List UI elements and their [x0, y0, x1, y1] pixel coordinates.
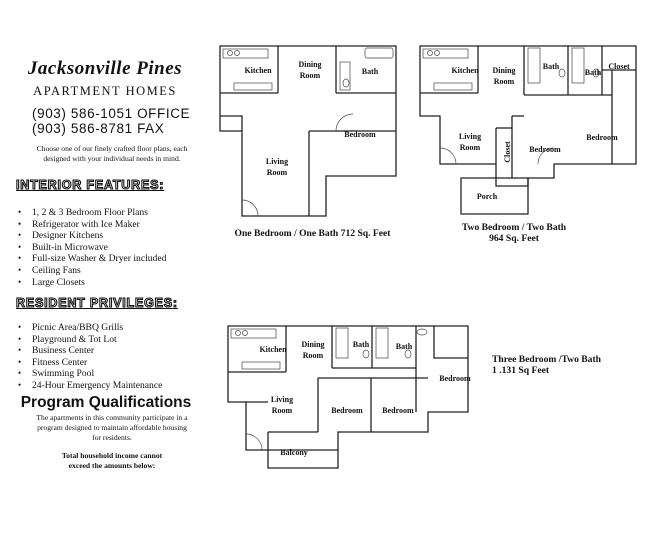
room-label-bath: Bath — [395, 342, 413, 351]
room-label-living: Living — [458, 132, 482, 141]
room-label-bedroom: Bedroom — [331, 406, 363, 415]
program-text — [14, 413, 210, 443]
room-label-dining: Room — [299, 71, 321, 80]
income-line: Total household income cannot — [61, 451, 163, 460]
program-line: for residents. — [92, 433, 132, 442]
three-bedroom-caption — [492, 354, 642, 376]
room-label-porch: Porch — [476, 192, 498, 201]
two-bedroom-floor-plan — [410, 38, 646, 216]
list-item: • Built-in Microwave — [18, 242, 166, 254]
list-item: • Business Center — [18, 345, 162, 357]
program-line: program designed to maintain affordable housing — [37, 423, 187, 432]
list-item: • Refrigerator with Ice Maker — [18, 219, 166, 231]
list-item: • Large Closets — [18, 277, 166, 289]
room-label-dining: Dining — [298, 60, 322, 69]
resident-privileges-list — [18, 322, 162, 392]
room-label-kitchen: Kitchen — [244, 66, 272, 75]
list-item: • 1, 2 & 3 Bedroom Floor Plans — [18, 207, 166, 219]
room-label-living: Room — [271, 406, 293, 415]
caption-line: 1 .131 Sq Feet — [492, 365, 550, 376]
caption-line: Three Bedroom /Two Bath — [492, 354, 601, 365]
room-label-bath: Bath — [352, 340, 370, 349]
program-line: The apartments in this community participate in a — [36, 413, 188, 422]
list-item: • Picnic Area/BBQ Grills — [18, 322, 162, 334]
list-item: • Swimming Pool — [18, 368, 162, 380]
room-label-bedroom: Bedroom — [529, 145, 561, 154]
room-label-kitchen: Kitchen — [451, 66, 479, 75]
room-label-living: Room — [459, 143, 481, 152]
room-label-closet: Closet — [503, 141, 512, 163]
room-label-bath: Bath — [361, 67, 379, 76]
intro-text — [12, 144, 212, 164]
list-item: • Playground & Tot Lot — [18, 334, 162, 346]
room-label-dining: Room — [493, 77, 515, 86]
list-item: • 24-Hour Emergency Maintenance — [18, 380, 162, 392]
interior-features-heading: INTERIOR FEATURES: — [16, 178, 165, 192]
room-label-bath: Bath — [584, 68, 602, 77]
room-label-dining: Dining — [492, 66, 516, 75]
room-label-bedroom: Bedroom — [344, 130, 376, 139]
room-label-bath: Bath — [542, 62, 560, 71]
one-bedroom-caption: One Bedroom / One Bath 712 Sq. Feet — [234, 228, 391, 239]
room-label-living: Living — [270, 395, 294, 404]
fax-phone: (903) 586-8781 FAX — [32, 121, 165, 136]
one-bedroom-floor-plan — [210, 38, 410, 220]
room-label-bedroom: Bedroom — [382, 406, 414, 415]
room-label-closet: Closet — [608, 62, 630, 71]
room-label-balcony: Balcony — [280, 448, 308, 457]
income-line: exceed the amounts below: — [68, 461, 156, 470]
room-label-bedroom: Bedroom — [586, 133, 618, 142]
room-label-living: Living — [265, 157, 289, 166]
brand-subtitle: APARTMENT HOMES — [33, 84, 177, 98]
resident-privileges-heading: RESIDENT PRIVILEGES: — [16, 296, 178, 310]
two-bedroom-caption — [416, 222, 612, 244]
intro-line: designed with your individual needs in mind. — [43, 154, 181, 163]
room-label-bedroom: Bedroom — [439, 374, 471, 383]
interior-features-list — [18, 207, 166, 288]
list-item: • Designer Kitchens — [18, 230, 166, 242]
program-heading: Program Qualifications — [20, 394, 192, 411]
room-label-dining: Room — [302, 351, 324, 360]
brand-logo: Jacksonville Pines — [27, 58, 183, 79]
room-label-living: Room — [266, 168, 288, 177]
intro-line: Choose one of our finely crafted floor plans, each — [36, 144, 188, 153]
list-item: • Fitness Center — [18, 357, 162, 369]
room-label-kitchen: Kitchen — [259, 345, 287, 354]
room-label-dining: Dining — [301, 340, 325, 349]
list-item: • Full-size Washer & Dryer included — [18, 253, 166, 265]
caption-line: Two Bedroom / Two Bath — [461, 222, 567, 233]
income-text — [14, 451, 210, 471]
list-item: • Ceiling Fans — [18, 265, 166, 277]
caption-line: 964 Sq. Feet — [489, 233, 539, 244]
three-bedroom-floor-plan — [216, 318, 494, 472]
office-phone: (903) 586-1051 OFFICE — [32, 106, 191, 121]
